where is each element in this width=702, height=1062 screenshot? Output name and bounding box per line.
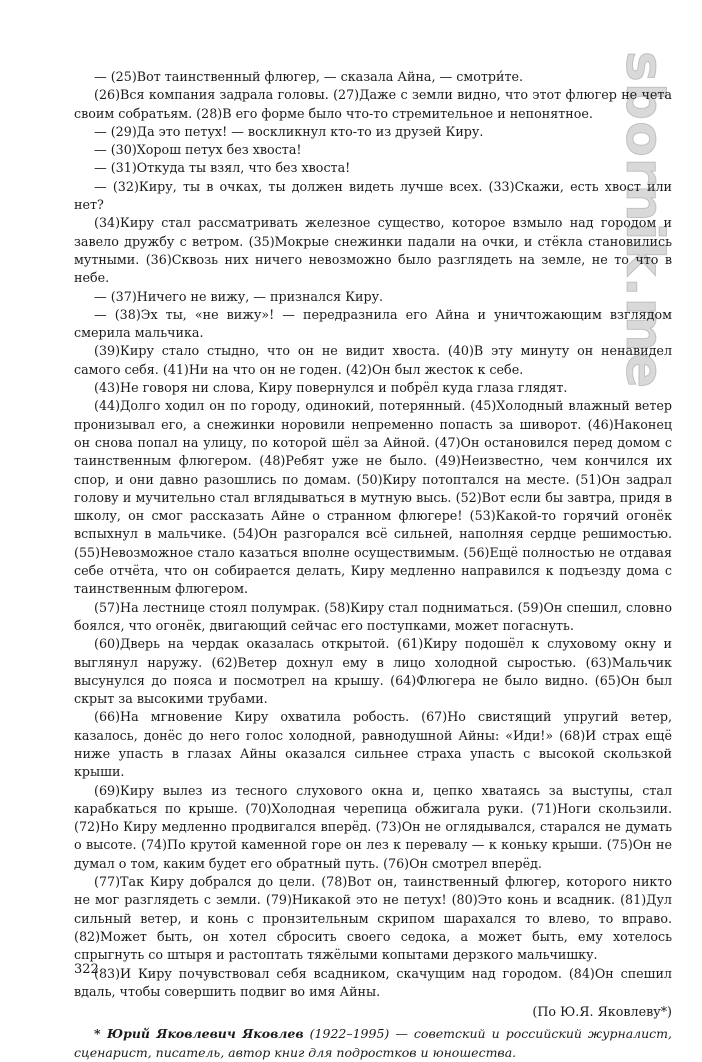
attribution: (По Ю.Я. Яковлеву*) <box>532 1004 672 1020</box>
page-number: 322 <box>74 962 99 977</box>
paragraph-list <box>74 68 672 1001</box>
paragraph: (77)Так Киру добрался до цели. (78)Вот он, таинственный флюгер, которого никто не мог разглядеть с земли. (79)Никакой это не петух! (80)Это конь и всадник. (81)Дул сильный ветер, и конь с пронзительным скрипом шарахался то влево, то вправо. (82)Может быть, он хотел сбросить своего седока, а может быть, ему хотелось спрыгнуть со штыря и растоптать тяжёлыми копытами дерзкого мальчишку. <box>74 874 672 963</box>
paragraph: (66)На мгновение Киру охватила робость. (67)Но свистящий упругий ветер, казалось, донёс до него голос холодной, равнодушной Айны: «Иди!» (68)И страх ещё ниже упасть в глазах Айны оказался сильнее страха упасть с высокой скользкой крыши. <box>74 709 672 780</box>
paragraph: — (29)Да это петух! — воскликнул кто-то из друзей Киру. <box>94 123 484 139</box>
paragraph: — (25)Вот таинственный флюгер, — сказала Айна, — смотри́те. <box>94 69 524 84</box>
footnote-text: (1922–1995) — советский и российский журналист, сценарист, писатель, автор книг для подростков и юношества. <box>74 1026 672 1060</box>
paragraph: — (32)Киру, ты в очках, ты должен видеть лучше всех. (33)Скажи, есть хвост или нет? <box>74 178 672 213</box>
paragraph: (34)Киру стал рассматривать железное существо, которое взмыло над городом и завело дружбу с ветром. (35)Мокрые снежинки падали на очки, и стёкла становились мутными. (36)Сквозь них ничего невозможно было разглядеть на земле, не то что в небе. <box>74 215 672 286</box>
text-body <box>74 68 672 1062</box>
paragraph: (57)На лестнице стоял полумрак. (58)Киру стал подниматься. (59)Он спешил, словно боялся, что огонёк, двигающий сейчас его поступками, может погаснуть. <box>74 599 672 633</box>
paragraph: (39)Киру стало стыдно, что он не видит хвоста. (40)В эту минуту он ненавидел самого себя. (41)Ни на что он не годен. (42)Он был жесток к себе. <box>74 343 672 377</box>
paragraph: (60)Дверь на чердак оказалась открытой. (61)Киру подошёл к слуховому окну и выглянул наружу. (62)Ветер дохнул ему в лицо холодной сыростью. (63)Мальчик высунулся до пояса и посмотрел на крышу. (64)Флюгера не было видно. (65)Он был скрыт за высокими трубами. <box>74 636 672 707</box>
paragraph: (69)Киру вылез из тесного слухового окна и, цепко хватаясь за выступы, стал карабкаться по крыше. (70)Холодная черепица обжигала руки. (71)Ноги скользили. (72)Но Киру медленно продвигался вперёд. (73)Он не оглядывался, старался не думать о высоте. (74)По крутой каменной горе он лез к перевалу — к коньку крыши. (75)Он не думал о том, каким будет его обратный путь. (76)Он смотрел вперёд. <box>74 782 672 871</box>
footnote <box>74 1025 672 1062</box>
paragraph: — (31)Откуда ты взял, что без хвоста! <box>94 160 351 176</box>
watermark-text: sbornik.me <box>614 50 674 390</box>
paragraph: (83)И Киру почувствовал себя всадником, скачущим над городом. (84)Он спешил вдаль, чтобы совершить подвиг во имя Айны. <box>74 965 672 999</box>
paragraph: (43)Не говоря ни слова, Киру повернулся и побрёл куда глаза глядят. <box>94 380 568 396</box>
footnote-author: * Юрий Яковлевич Яковлев <box>94 1026 304 1042</box>
paragraph: — (37)Ничего не вижу, — признался Киру. <box>94 288 384 304</box>
paragraph: (26)Вся компания задрала головы. (27)Даже с земли видно, что этот флюгер не чета своим собратьям. (28)В его форме было что-то стремительное и непонятное. <box>74 87 672 121</box>
paragraph: — (38)Эх ты, «не вижу»! — передразнила его Айна и уничтожающим взглядом смерила мальчика. <box>74 306 672 341</box>
paragraph: (44)Долго ходил он по городу, одинокий, потерянный. (45)Холодный влажный ветер пронизывал его, а снежинки норовили непременно попасть за шиворот. (46)Наконец он снова попал на улицу, по которой шёл за Айной. (47)Он остановился перед домом с таинственным флюгером. (48)Ребят уже не было. (49)Неизвестно, чем кончился их спор, и они давно разошлись по домам. (50)Киру потоптался на месте. (51)Он задрал голову и мучительно стал вглядываться в мутную высь. (52)Вот если бы завтра, придя в школу, он смог рассказать Айне о странном флюгере! (53)Какой-то горячий огонёк вспыхнул в мальчике. (54)Он разгорался всё сильней, наполняя сердце решимостью. (55)Невозможное стало казаться вполне осуществимым. (56)Ещё полностью не отдавая себе отчёта, что он собирается делать, Киру медленно направился к подъезду дома с таинственным флюгером. <box>74 398 672 597</box>
paragraph: — (30)Хорош петух без хвоста! <box>94 142 302 158</box>
